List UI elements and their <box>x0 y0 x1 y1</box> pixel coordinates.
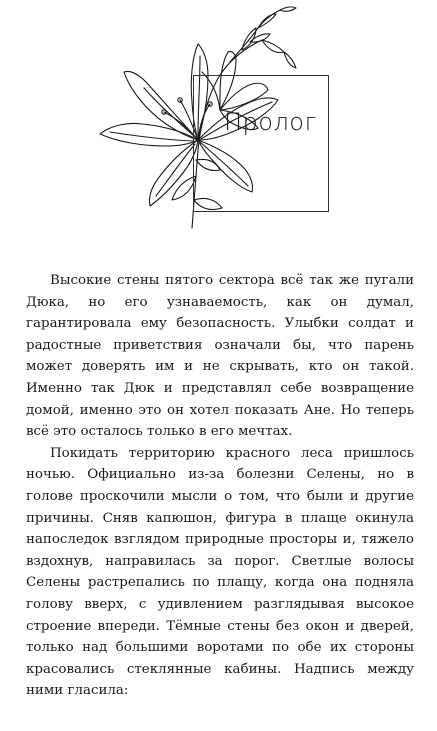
chapter-header <box>0 0 437 250</box>
title-frame <box>193 75 329 212</box>
chapter-body <box>26 270 414 702</box>
paragraph: Высокие стены пятого сектора всё так же пугали Дюка, но его узнаваемость, как он думал, гарантировала ему безопасность. Улыбки солдат и радостные приветствия означали бы, что парень может доверять им и не скрывать, кто он такой. Именно так Дюк и представлял себе возвращение домой, именно это он хотел показать Ане. Но теперь всё это осталось только в его мечтах. <box>26 273 414 440</box>
chapter-title: Пролог <box>224 108 317 136</box>
paragraph: Покидать территорию красного леса пришлось ночью. Официально из-за болезни Селены, но в голове проскочили мысли о том, что были и другие причины. Сняв капюшон, фигура в плаще окинула напоследок взглядом природные просторы и, тяжело вздохнув, направилась за порог. Светлые волосы Селены растрепались по плащу, когда она подняла голову вверх, с удивлением разглядывая высокое строение впереди. Тёмные стены без окон и дверей, только над большими воротами по обе их стороны красовались стеклянные кабины. Надпись между ними гласила: <box>26 445 414 699</box>
